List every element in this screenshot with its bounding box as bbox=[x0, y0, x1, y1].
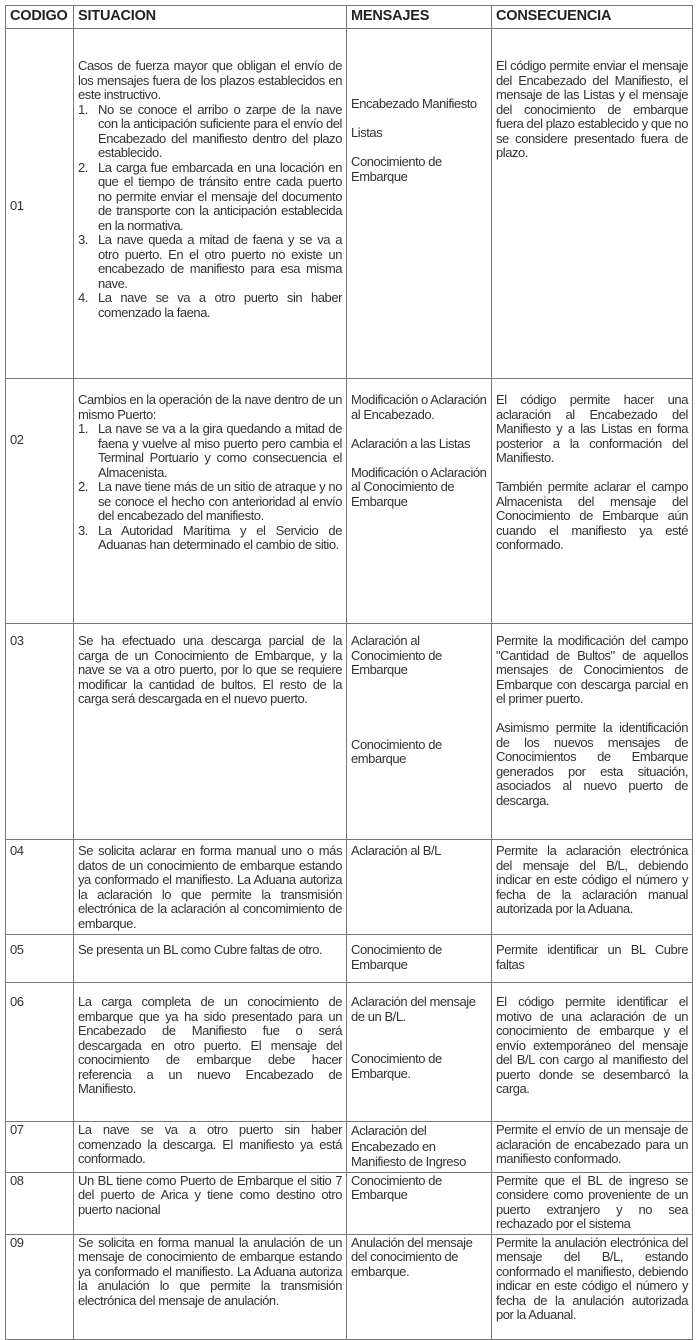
situacion-intro: Se solicita aclarar en forma manual uno o más datos de un conocimiento de embarque estando ya conformado el manifiesto. La Aduana autoriza la aclaración lo que permite la transmisión electrónica de la aclaración al concomimiento de embarque. bbox=[78, 843, 342, 931]
codigo-cell: 03 bbox=[6, 624, 74, 840]
consecuencia-cell bbox=[492, 1172, 693, 1234]
list-text: La nave queda a mitad de faena y se va a otro puerto. En el otro puerto no existe un encabezado de manifiesto para esa misma nave. bbox=[98, 232, 342, 291]
header-consecuencia: CONSECUENCIA bbox=[492, 6, 693, 29]
situacion-intro: La nave se va a otro puerto sin haber comenzado la descarga. El manifiesto ya está conformado. bbox=[78, 1122, 342, 1166]
situacion-intro: Se solicita en forma manual la anulación de un mensaje de conocimiento de embarque estando ya conformado el manifiesto. La Aduana autoriza la anulación lo que permite la transmisión electrónica del mensaje de anulación. bbox=[78, 1234, 342, 1308]
header-situacion: SITUACION bbox=[74, 6, 347, 29]
situacion-intro: Se ha efectuado una descarga parcial de la carga de un Conocimiento de Embarque, y la nave se va a otro puerto, por lo que se requiere modificar la cantidad de bultos. El resto de la carga será descargada en el nuevo puerto. bbox=[78, 633, 342, 706]
consecuencia-cell bbox=[492, 624, 693, 840]
mensaje-item: Aclaración al Conocimiento de Embarque bbox=[351, 633, 442, 677]
situacion-list-item bbox=[78, 233, 342, 291]
situacion-cell bbox=[74, 840, 347, 935]
consecuencia-cell bbox=[492, 379, 693, 624]
consecuencia-cell bbox=[492, 1234, 693, 1339]
list-number: 3. bbox=[78, 522, 88, 538]
codigo-cell: 02 bbox=[6, 379, 74, 624]
codigo-cell: 04 bbox=[6, 840, 74, 935]
mensaje-item: Listas bbox=[351, 125, 383, 140]
situacion-cell bbox=[74, 1172, 347, 1234]
situacion-cell bbox=[74, 379, 347, 624]
consecuencia-paragraph: Permite la anulación electrónica del mensaje del B/L, estando conformado el manifiesto, debiendo indicar en este código el número y fecha de la anulación autorizada por la Aduanal. bbox=[496, 1234, 688, 1322]
mensaje-item: Aclaración del Encabezado en Manifiesto de Ingreso bbox=[351, 1123, 466, 1169]
mensaje-item: Anulación del mensaje del conocimiento de embarque. bbox=[351, 1234, 473, 1279]
mensajes-cell bbox=[347, 29, 492, 379]
consecuencia-paragraph: Permite identificar un BL Cubre faltas bbox=[496, 942, 688, 972]
table-body bbox=[6, 29, 693, 1340]
table-row bbox=[6, 379, 693, 624]
situacion-list-item bbox=[78, 524, 342, 553]
consecuencia-cell bbox=[492, 1122, 693, 1173]
situacion-intro: Se presenta un BL como Cubre faltas de otro. bbox=[78, 942, 323, 957]
mensajes-cell bbox=[347, 840, 492, 935]
table-row bbox=[6, 840, 693, 935]
consecuencia-paragraph: El código permite identificar el motivo de una aclaración de un conocimiento de embarque y el envío extemporáneo del mensaje del B/L con cargo al manifiesto del puerto donde se desembarcó la carga. bbox=[496, 994, 688, 1096]
mensaje-item: Conocimiento de embarque bbox=[351, 736, 442, 766]
situacion-list-item bbox=[78, 480, 342, 524]
consecuencia-paragraph: El código permite hacer una aclaración al Encabezado del Manifiesto y a las Listas en forma posterior a la conformación del Manifiesto. bbox=[496, 392, 688, 465]
list-text: La nave se va a la gira quedando a mitad de faena y vuelve al miso puerto pero cambia el Terminal Portuario y como consecuencia el Almacenista. bbox=[98, 421, 342, 480]
consecuencia-paragraph: Permite el envío de un mensaje de aclaración de encabezado para un manifiesto conformado. bbox=[496, 1122, 688, 1166]
situacion-cell bbox=[74, 624, 347, 840]
mensajes-cell bbox=[347, 983, 492, 1122]
mensajes-cell bbox=[347, 624, 492, 840]
list-number: 1. bbox=[78, 421, 88, 436]
codigo-cell: 08 bbox=[6, 1172, 74, 1234]
consecuencia-cell bbox=[492, 840, 693, 935]
list-text: La nave tiene más de un sitio de atraque y no se conoce el hecho con anterioridad al envío del encabezado del manifiesto. bbox=[98, 479, 342, 523]
situacion-cell bbox=[74, 29, 347, 379]
mensaje-item: Conocimiento de Embarque bbox=[351, 1172, 442, 1202]
list-number: 2. bbox=[78, 159, 88, 175]
consecuencia-cell bbox=[492, 29, 693, 379]
mensaje-item: Aclaración al B/L bbox=[351, 843, 441, 858]
mensaje-item: Modificación o Aclaración al Encabezado. bbox=[351, 392, 487, 422]
consecuencia-paragraph: Permite la aclaración electrónica del mensaje del B/L, debiendo indicar en este código el número y fecha de la aclaración manual autorizada por la Aduana. bbox=[496, 843, 688, 916]
table-row bbox=[6, 1122, 693, 1173]
situacion-intro: Un BL tiene como Puerto de Embarque el sitio 7 del puerto de Arica y tiene como destino otro puerto nacional bbox=[78, 1172, 342, 1217]
mensaje-item: Aclaración del mensaje de un B/L. bbox=[351, 994, 476, 1024]
list-text: La nave se va a otro puerto sin haber comenzado la faena. bbox=[98, 290, 342, 320]
mensaje-item: Conocimiento de Embarque bbox=[351, 154, 442, 184]
mensaje-item: Aclaración a las Listas bbox=[351, 435, 470, 451]
table-row bbox=[6, 624, 693, 840]
consecuencia-paragraph: Permite que el BL de ingreso se considere como proveniente de un puerto extranjero y no sea rechazado por el sistema bbox=[496, 1172, 688, 1231]
header-row bbox=[6, 6, 693, 29]
header-mensajes: MENSAJES bbox=[347, 6, 492, 29]
list-number: 4. bbox=[78, 290, 88, 305]
situacion-cell bbox=[74, 1234, 347, 1339]
table-row bbox=[6, 1234, 693, 1339]
list-number: 3. bbox=[78, 232, 88, 247]
mensajes-cell bbox=[347, 1234, 492, 1339]
situacion-intro: Casos de fuerza mayor que obligan el envío de los mensajes fuera de los plazos establecidos en este instructivo. bbox=[78, 58, 342, 102]
situacion-intro: Cambios en la operación de la nave dentro de un mismo Puerto: bbox=[78, 392, 342, 422]
list-number: 1. bbox=[78, 101, 88, 117]
situacion-list-item bbox=[78, 422, 342, 480]
mensaje-item: Modificación o Aclaración al Conocimiento de Embarque bbox=[351, 464, 487, 509]
situacion-cell bbox=[74, 935, 347, 983]
situacion-cell bbox=[74, 1122, 347, 1173]
table-row bbox=[6, 983, 693, 1122]
mensajes-cell bbox=[347, 1122, 492, 1173]
list-text: No se conoce el arribo o zarpe de la nave con la anticipación suficiente para el envío del Encabezado del manifiesto dentro del plazo establecido. bbox=[98, 101, 342, 160]
list-text: La Autoridad Marítima y el Servicio de Aduanas han determinado el cambio de sitio. bbox=[98, 522, 342, 552]
situacion-intro: La carga completa de un conocimiento de embarque que ya ha sido presentado para un Encabezado de Manifiesto fue o será descargada en otro puerto. El mensaje del conocimiento de embarque debe hacer referencia a un nuevo Encabezado de Manifiesto. bbox=[78, 994, 342, 1096]
consecuencia-cell bbox=[492, 983, 693, 1122]
codigo-cell: 07 bbox=[6, 1122, 74, 1173]
table-row bbox=[6, 935, 693, 983]
table-row bbox=[6, 1172, 693, 1234]
mensaje-item: Conocimiento de Embarque bbox=[351, 942, 442, 972]
list-text: La carga fue embarcada en una locación en que el tiempo de tránsito entre cada puerto no permite enviar el mensaje del documento de transporte con la anticipación establecida en la normativa. bbox=[98, 159, 342, 233]
codigo-cell: 01 bbox=[6, 29, 74, 379]
list-number: 2. bbox=[78, 479, 88, 494]
situacion-list-item bbox=[78, 103, 342, 161]
consecuencia-cell bbox=[492, 935, 693, 983]
codigo-cell: 06 bbox=[6, 983, 74, 1122]
codigo-cell: 09 bbox=[6, 1234, 74, 1339]
consecuencia-paragraph: También permite aclarar el campo Almacenista del mensaje del Conocimiento de Embarque aún cuando el manifiesto ya esté conformado. bbox=[496, 479, 688, 552]
mensajes-cell bbox=[347, 935, 492, 983]
mensaje-item: Conocimiento de Embarque. bbox=[351, 1051, 442, 1081]
codes-table bbox=[5, 5, 693, 1340]
table-row bbox=[6, 29, 693, 379]
header-codigo: CODIGO bbox=[6, 6, 74, 29]
consecuencia-paragraph: Permite la modificación del campo "Cantidad de Bultos" de aquellos mensajes de Conocimientos de Embarque con descarga parcial en el primer puerto. bbox=[496, 633, 688, 706]
situacion-list-item bbox=[78, 291, 342, 320]
consecuencia-paragraph: Asimismo permite la identificación de los nuevos mensajes de Conocimientos de Embarque generados por esta situación, asociados al nuevo puerto de descarga. bbox=[496, 720, 688, 808]
mensaje-item: Encabezado Manifiesto bbox=[351, 96, 477, 111]
codigo-cell: 05 bbox=[6, 935, 74, 983]
mensajes-cell bbox=[347, 379, 492, 624]
mensajes-cell bbox=[347, 1172, 492, 1234]
situacion-list-item bbox=[78, 161, 342, 234]
consecuencia-paragraph: El código permite enviar el mensaje del Encabezado del Manifiesto, el mensaje de las Listas y el mensaje del conocimiento de embarque fuera del plazo establecido y que no se considere presentado fuera de plazo. bbox=[496, 58, 688, 160]
situacion-cell bbox=[74, 983, 347, 1122]
